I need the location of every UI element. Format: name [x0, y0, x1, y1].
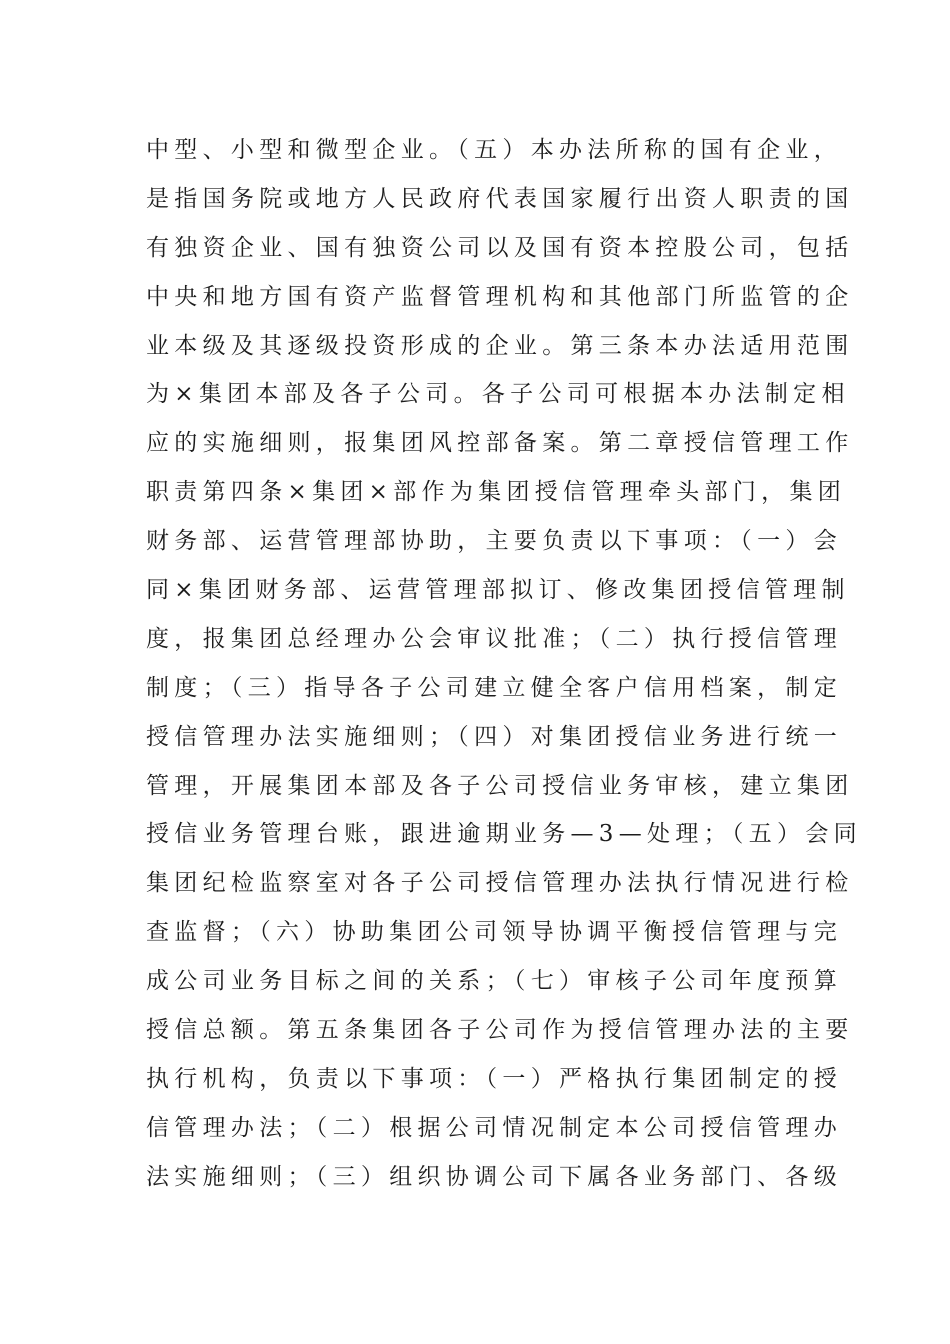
text-line: 授信总额。第五条集团各子公司作为授信管理办法的主要	[146, 1017, 854, 1044]
text-line: 财务部、运营管理部协助，主要负责以下事项：（一）会	[146, 528, 842, 555]
body-text	[146, 126, 862, 1202]
text-line: 授信业务管理台账，跟进逾期业务—3—处理；（五）会同	[146, 821, 862, 848]
text-line: 查监督；（六）协助集团公司领导协调平衡授信管理与完	[146, 919, 842, 946]
text-line: 集团纪检监察室对各子公司授信管理办法执行情况进行检	[146, 870, 854, 897]
text-line: 是指国务院或地方人民政府代表国家履行出资人职责的国	[146, 185, 854, 212]
text-line: 度，报集团总经理办公会审议批准；（二）执行授信管理	[146, 625, 842, 652]
text-line: 制度；（三）指导各子公司建立健全客户信用档案，制定	[146, 674, 842, 701]
text-line: 为×集团本部及各子公司。各子公司可根据本办法制定相	[146, 381, 850, 408]
text-line: 执行机构，负责以下事项：（一）严格执行集团制定的授	[146, 1065, 842, 1092]
text-line: 职责第四条×集团×部作为集团授信管理牵头部门，集团	[146, 479, 847, 506]
text-line: 中央和地方国有资产监督管理机构和其他部门所监管的企	[146, 283, 854, 310]
text-line: 法实施细则；（三）组织协调公司下属各业务部门、各级	[146, 1163, 842, 1190]
text-line: 授信管理办法实施细则；（四）对集团授信业务进行统一	[146, 723, 842, 750]
text-line: 中型、小型和微型企业。（五）本办法所称的国有企业，	[146, 137, 842, 163]
text-line: 业本级及其逐级投资形成的企业。第三条本办法适用范围	[146, 332, 854, 359]
text-line: 同×集团财务部、运营管理部拟订、修改集团授信管理制	[146, 577, 850, 604]
text-line: 应的实施细则，报集团风控部备案。第二章授信管理工作	[146, 430, 854, 457]
text-line: 成公司业务目标之间的关系；（七）审核子公司年度预算	[146, 968, 842, 995]
text-line: 信管理办法；（二）根据公司情况制定本公司授信管理办	[146, 1114, 842, 1141]
text-line: 有独资企业、国有独资公司以及国有资本控股公司，包括	[146, 234, 854, 261]
text-line: 管理，开展集团本部及各子公司授信业务审核，建立集团	[146, 772, 854, 799]
